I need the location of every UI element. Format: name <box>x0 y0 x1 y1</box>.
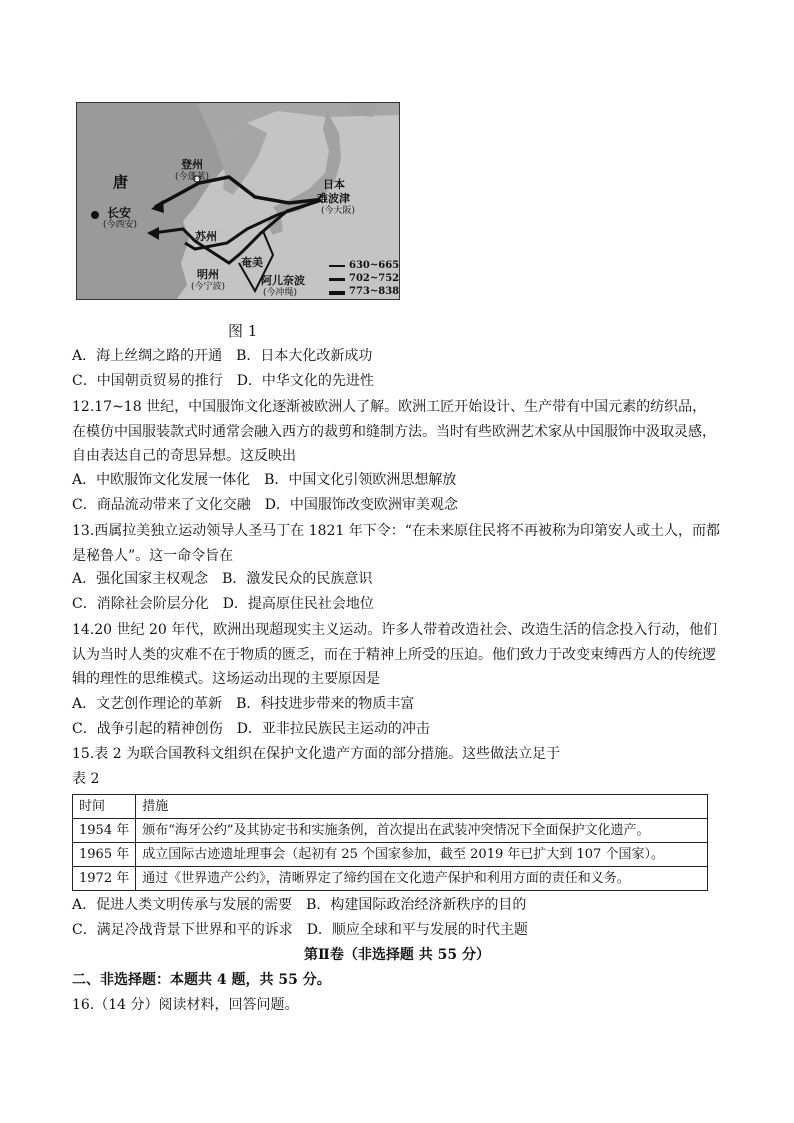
q15-stem: 15.表 2 为联合国教科文组织在保护文化遗产方面的部分措施。这些做法立足于 <box>72 746 561 762</box>
label-tang: 唐 <box>113 173 129 191</box>
section2-heading: 二、非选择题：本题共 4 题，共 55 分。 <box>72 972 331 988</box>
label-suzhou: 苏州 <box>195 230 217 243</box>
q14-options-ab: A．文艺创作理论的革新 B．科技进步带来的物质丰富 <box>72 696 415 712</box>
q15-options-cd: C．满足冷战背景下世界和平的诉求 D．顺应全球和平与发展的时代主题 <box>72 922 528 938</box>
q13-options-ab: A．强化国家主权观念 B．激发民众的民族意识 <box>72 571 373 587</box>
q14-stem: 14.20 世纪 20 年代，欧洲出现超现实主义运动。许多人带着改造社会、改造生活的信念投入行动，他们认为当时人类的灾难不在于物质的匮乏，而在于精神上所受的压迫。他们致力于改变束缚西方人的传统逻辑的理性的思维模式。这场运动出现的主要原因是 <box>72 622 718 687</box>
table-row <box>73 867 708 891</box>
label-japan: 日本 <box>323 178 345 191</box>
figure-caption: 图 1 <box>228 322 258 340</box>
table-row <box>73 843 708 867</box>
q12-options-ab: A．中欧服饰文化发展一体化 B．中国文化引领欧洲思想解放 <box>72 472 457 488</box>
table-header-row <box>73 795 708 819</box>
table-row <box>73 819 708 843</box>
measures-table <box>72 794 708 891</box>
q13-stem: 13.西属拉美独立运动领导人圣马丁在 1821 年下令：“在未来原住民将不再被称为印第安人或土人，而都是秘鲁人”。这一命令旨在 <box>72 523 720 564</box>
table-header-time: 时间 <box>73 795 136 819</box>
table-cell-year: 1972 年 <box>73 867 136 891</box>
table-cell-measure: 通过《世界遗产公约》，清晰界定了缔约国在文化遗产保护和利用方面的责任和义务。 <box>136 867 708 891</box>
q14-options-cd: C．战争引起的精神创伤 D．亚非拉民族民主运动的冲击 <box>72 721 430 737</box>
legend-swatch-3 <box>329 291 345 295</box>
q16-stem: 16.（14 分）阅读材料，回答问题。 <box>72 997 299 1013</box>
label-mingzhou: 明州 <box>197 268 219 281</box>
section2-title: 第Ⅱ卷（非选择题 共 55 分） <box>304 947 490 963</box>
q12-options-cd: C．商品流动带来了文化交融 D．中国服饰改变欧洲审美观念 <box>72 497 458 513</box>
legend-label-3: 773~838 <box>349 286 400 297</box>
legend-swatch-2 <box>329 278 345 281</box>
table-caption: 表 2 <box>72 771 100 787</box>
table-cell-year: 1965 年 <box>73 843 136 867</box>
q15-options-ab: A．促进人类文明传承与发展的需要 B．构建国际政治经济新秩序的目的 <box>72 897 527 913</box>
table-cell-year: 1954 年 <box>73 819 136 843</box>
label-changan-now: (今西安) <box>103 220 138 230</box>
table-header-measure: 措施 <box>136 795 708 819</box>
route-map-figure <box>76 102 400 300</box>
table-cell-measure: 成立国际古迹遗址理事会（起初有 25 个国家参加，截至 2019 年已扩大到 107 个国家）。 <box>136 843 708 867</box>
label-amami: 奄美 <box>241 256 263 269</box>
changan-dot <box>91 211 99 219</box>
table-cell-measure: 颁布“海牙公约”及其协定书和实施条例，首次提出在武装冲突情况下全面保护文化遗产。 <box>136 819 708 843</box>
label-naniwa-now: (今大阪) <box>321 206 356 216</box>
label-dengzhou: 登州 <box>181 158 203 171</box>
legend-label-1: 630~665 <box>349 260 400 271</box>
label-okinawa-now: (今冲绳) <box>263 288 298 298</box>
q11-options-ab: A．海上丝绸之路的开通 B．日本大化改新成功 <box>72 348 373 364</box>
legend-label-2: 702~752 <box>349 273 400 284</box>
q12-stem: 12.17~18 世纪，中国服饰文化逐渐被欧洲人了解。欧洲工匠开始设计、生产带有中国元素的纺织品，在模仿中国服装款式时通常会融入西方的裁剪和缝制方法。当时有些欧洲艺术家从中国服饰中汲取灵感，自由表达自己的奇思异想。这反映出 <box>72 399 716 464</box>
q13-options-cd: C．消除社会阶层分化 D．提高原住民社会地位 <box>72 596 374 612</box>
label-mingzhou-now: (今宁波) <box>191 282 226 292</box>
label-naniwa: 难波津 <box>317 192 350 205</box>
q11-options-cd: C．中国朝贡贸易的推行 D．中华文化的先进性 <box>72 373 374 389</box>
legend-swatch-1 <box>329 265 345 267</box>
label-changan: 长安 <box>107 206 132 220</box>
label-okinawa: 阿儿奈波 <box>261 274 305 287</box>
label-dengzhou-now: (今蓬莱) <box>175 172 210 182</box>
